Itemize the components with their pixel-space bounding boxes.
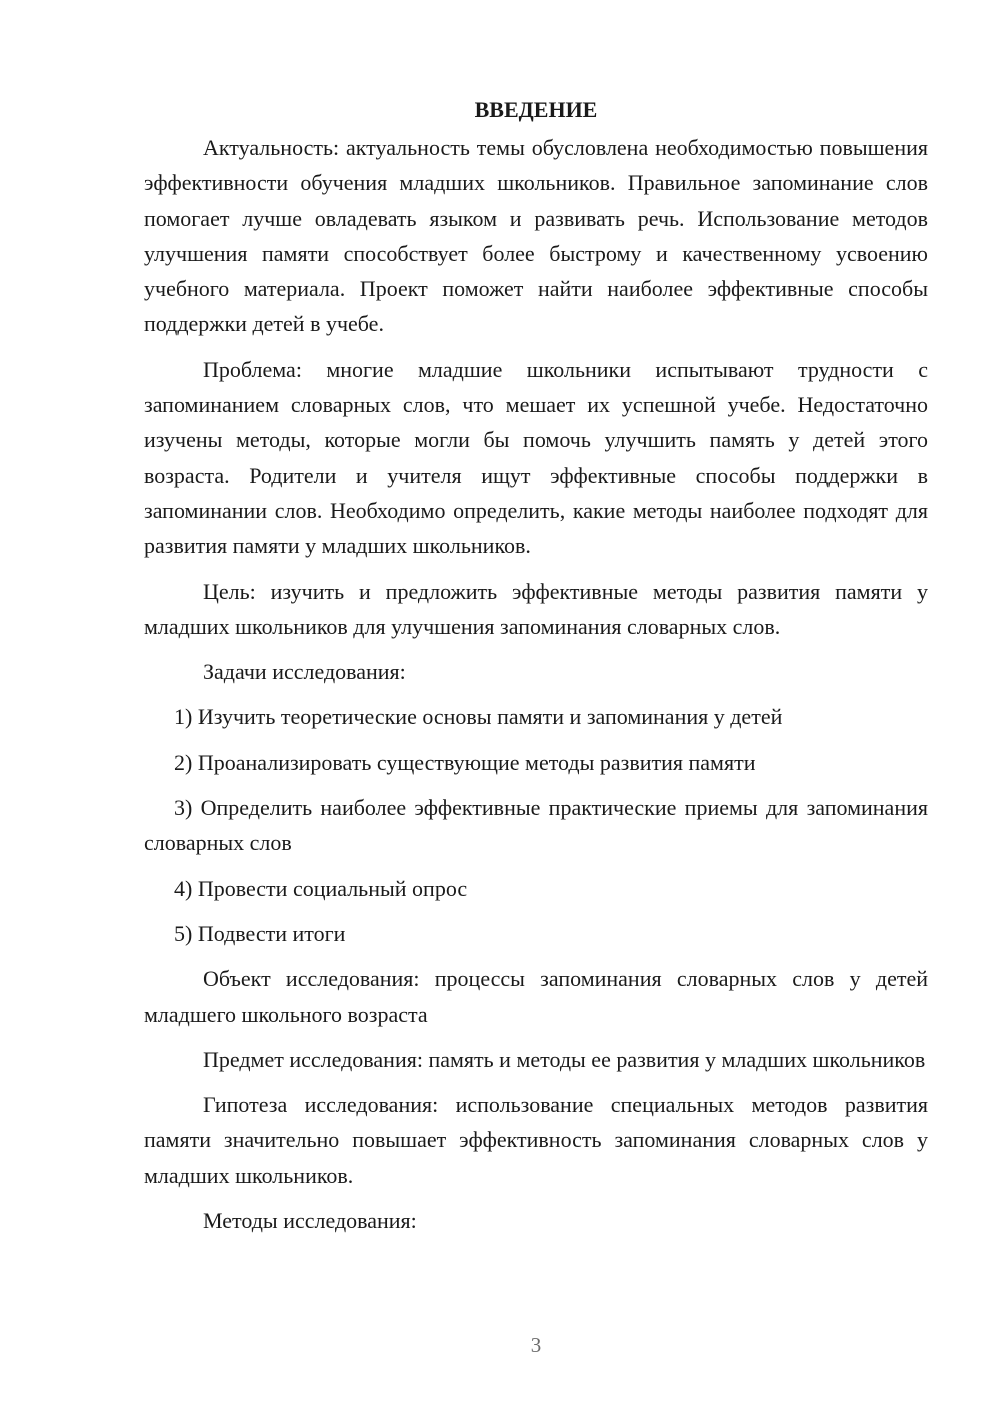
task-item-4: 4) Провести социальный опрос — [174, 875, 468, 901]
problem-paragraph: Проблема: многие младшие школьники испытывают трудности с запоминанием словарных слов, что мешает их успешной учебе. Недостаточно изучены методы, которые могли бы помочь улучшить память у детей этого возраста. Родители и учителя ищут эффективные способы поддержки в запоминании слов. Необходимо определить, какие методы наиболее подходят для развития памяти у младших школьников. — [144, 356, 928, 559]
subject-paragraph: Предмет исследования: память и методы ее развития у младших школьников — [203, 1046, 926, 1072]
relevance-paragraph: Актуальность: актуальность темы обусловлена необходимостью повышения эффективности обучения младших школьников. Правильное запоминание слов помогает лучше овладевать языком и развивать речь. Использование методов улучшения памяти способствует более быстрому и качественному усвоению учебного материала. Проект поможет найти наиболее эффективные способы поддержки детей в учебе. — [144, 135, 928, 337]
page-content — [144, 92, 928, 1248]
goal-paragraph: Цель: изучить и предложить эффективные методы развития памяти у младших школьников для улучшения запоминания словарных слов. — [144, 578, 928, 639]
methods-heading: Методы исследования: — [203, 1208, 417, 1234]
task-item-2: 2) Проанализировать существующие методы развития памяти — [174, 749, 756, 775]
task-item-5: 5) Подвести итоги — [174, 920, 346, 946]
tasks-heading: Задачи исследования: — [203, 659, 406, 685]
task-item-1: 1) Изучить теоретические основы памяти и запоминания у детей — [174, 704, 783, 730]
task-item-3: 3) Определить наиболее эффективные практические приемы для запоминания словарных слов — [144, 795, 928, 856]
section-title: ВВЕДЕНИЕ — [474, 97, 598, 122]
object-paragraph: Объект исследования: процессы запоминания словарных слов у детей младшего школьного возраста — [144, 966, 928, 1027]
hypothesis-paragraph: Гипотеза исследования: использование специальных методов развития памяти значительно повышает эффективность запоминания словарных слов у младших школьников. — [144, 1092, 928, 1188]
page-number: 3 — [530, 1333, 542, 1357]
